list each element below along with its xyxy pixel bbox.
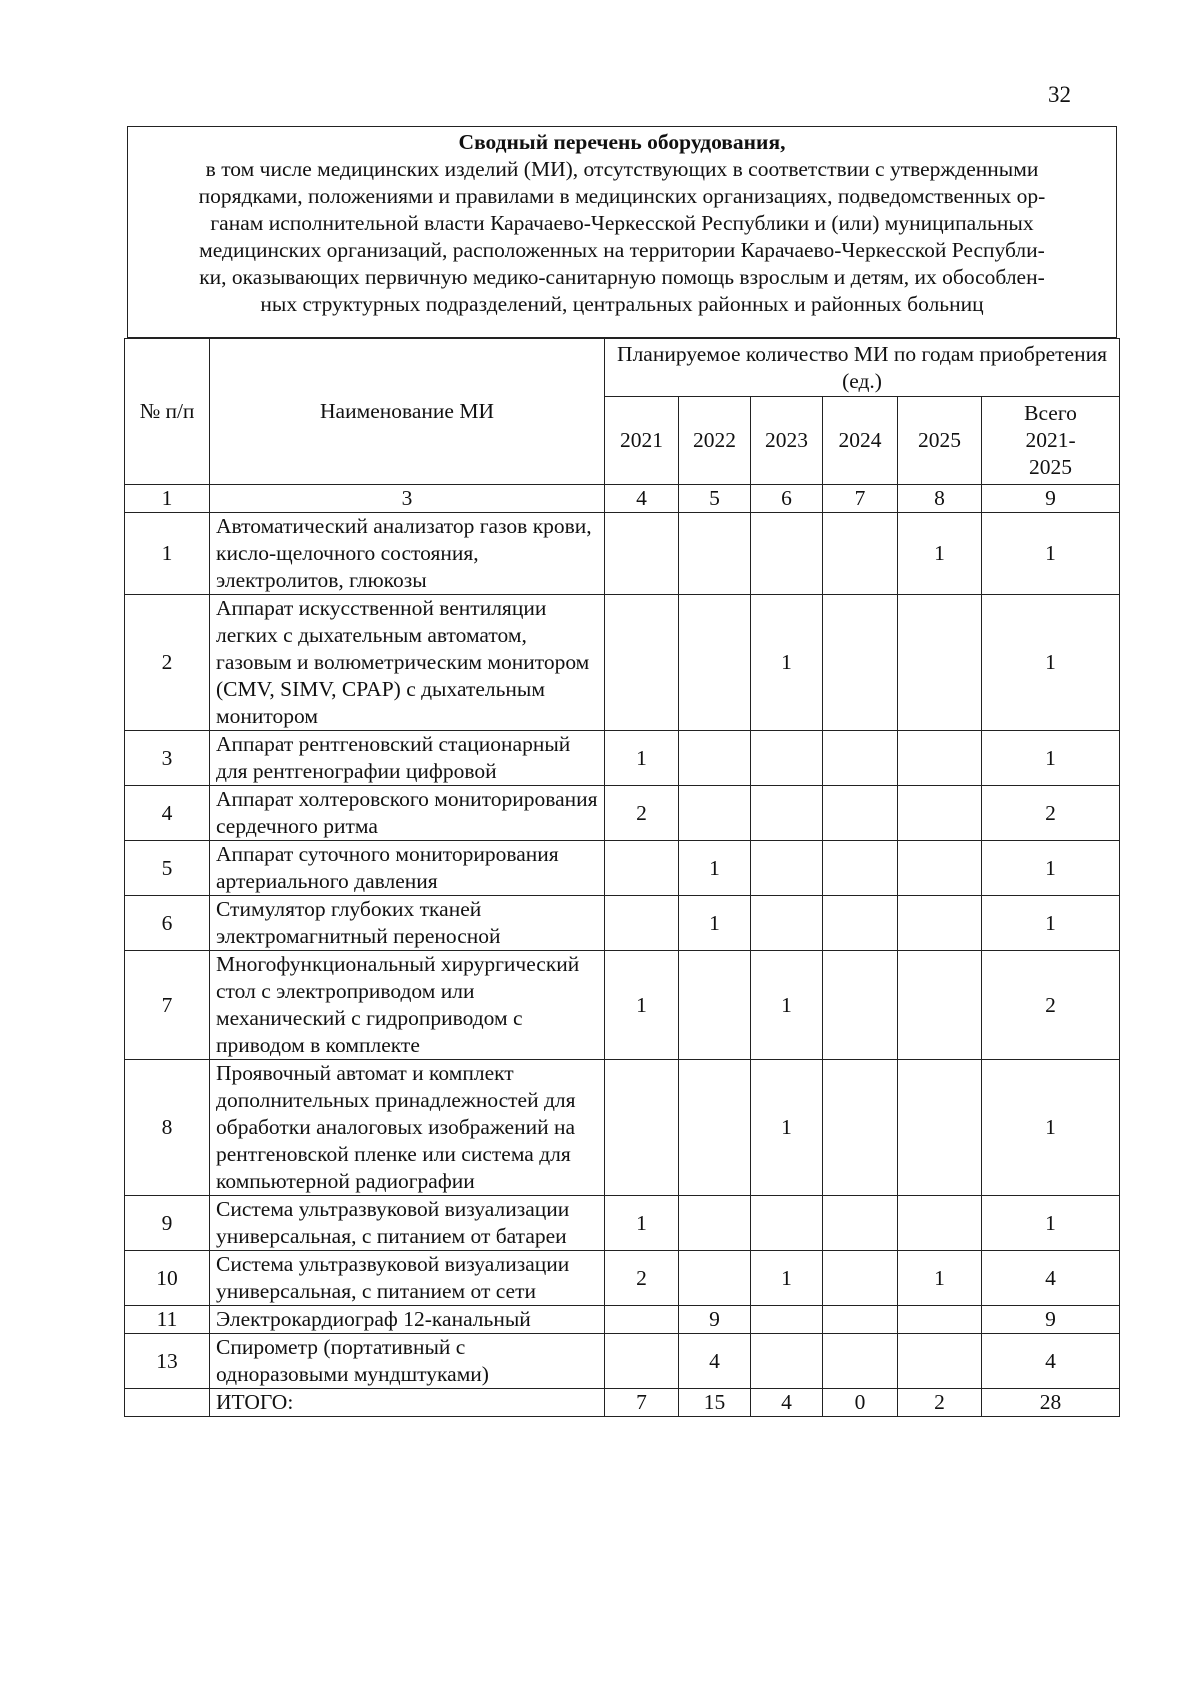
row-number: 2 <box>125 595 210 731</box>
heading-line: ки, оказывающих первичную медико-санитарную помощь взрослым и детям, их обособлен- <box>199 265 1045 289</box>
equipment-name: Стимулятор глубоких тканей электромагнитный переносной <box>210 896 605 951</box>
table-row <box>125 1060 1120 1196</box>
year-quantity <box>751 896 823 951</box>
row-number: 7 <box>125 951 210 1060</box>
equipment-name: Спирометр (портативный с одноразовыми мундштуками) <box>210 1334 605 1389</box>
page-number: 32 <box>1048 82 1071 107</box>
table-row <box>125 1251 1120 1306</box>
year-quantity: 1 <box>751 951 823 1060</box>
year-quantity: 9 <box>679 1306 751 1334</box>
row-number <box>125 1389 210 1417</box>
heading-line: в том числе медицинских изделий (МИ), отсутствующих в соответствии с утвержденными <box>205 157 1039 181</box>
column-header-year: 2025 <box>898 397 982 485</box>
year-total: 2 <box>898 1389 982 1417</box>
year-quantity <box>605 841 679 896</box>
row-total: 1 <box>982 841 1120 896</box>
year-quantity <box>679 1196 751 1251</box>
year-quantity <box>751 1306 823 1334</box>
column-number: 7 <box>823 485 898 513</box>
total-header-line: 2025 <box>1029 455 1073 479</box>
row-total: 1 <box>982 513 1120 595</box>
year-quantity <box>898 786 982 841</box>
year-quantity: 1 <box>605 951 679 1060</box>
equipment-name: Автоматический анализатор газов крови, кисло-щелочного состояния, электролитов, глюкозы <box>210 513 605 595</box>
equipment-name: Многофункциональный хирургический стол с электроприводом или механический с гидроприводом с приводом в комплекте <box>210 951 605 1060</box>
year-quantity <box>605 1060 679 1196</box>
document-heading <box>127 126 1117 338</box>
total-header-line: 2021- <box>1025 428 1076 452</box>
year-quantity <box>679 513 751 595</box>
year-quantity: 1 <box>605 1196 679 1251</box>
row-total: 4 <box>982 1251 1120 1306</box>
row-number: 3 <box>125 731 210 786</box>
column-header-year: 2023 <box>751 397 823 485</box>
row-number: 1 <box>125 513 210 595</box>
equipment-name: Аппарат рентгеновский стационарный для рентгенографии цифровой <box>210 731 605 786</box>
year-quantity <box>823 1334 898 1389</box>
column-number: 5 <box>679 485 751 513</box>
year-quantity: 2 <box>605 1251 679 1306</box>
year-quantity: 1 <box>605 731 679 786</box>
row-total: 1 <box>982 595 1120 731</box>
year-quantity <box>679 595 751 731</box>
year-quantity: 1 <box>751 595 823 731</box>
row-number: 11 <box>125 1306 210 1334</box>
equipment-table <box>124 338 1120 1417</box>
year-quantity <box>823 1251 898 1306</box>
year-quantity <box>605 896 679 951</box>
year-quantity <box>679 1251 751 1306</box>
total-label: ИТОГО: <box>210 1389 605 1417</box>
column-header-number: № п/п <box>125 339 210 485</box>
equipment-name: Электрокардиограф 12-канальный <box>210 1306 605 1334</box>
year-quantity: 1 <box>898 513 982 595</box>
row-number: 13 <box>125 1334 210 1389</box>
heading-line: ганам исполнительной власти Карачаево-Черкесской Республики и (или) муниципальных <box>210 211 1034 235</box>
column-header-name: Наименование МИ <box>210 339 605 485</box>
equipment-name: Проявочный автомат и комплект дополнительных принадлежностей для обработки аналоговых изображений на рентгеновской пленке или система для компьютерной радиографии <box>210 1060 605 1196</box>
equipment-name: Аппарат холтеровского мониторирования сердечного ритма <box>210 786 605 841</box>
equipment-name: Система ультразвуковой визуализации универсальная, с питанием от сети <box>210 1251 605 1306</box>
row-total: 1 <box>982 1196 1120 1251</box>
table-row <box>125 1306 1120 1334</box>
table-row <box>125 1196 1120 1251</box>
year-quantity <box>751 786 823 841</box>
row-total: 1 <box>982 896 1120 951</box>
column-header-planned: Планируемое количество МИ по годам приобретения (ед.) <box>605 339 1120 397</box>
year-quantity: 1 <box>679 896 751 951</box>
year-quantity <box>751 841 823 896</box>
year-quantity: 1 <box>751 1251 823 1306</box>
year-quantity <box>605 513 679 595</box>
column-header-year: 2024 <box>823 397 898 485</box>
year-quantity <box>679 786 751 841</box>
equipment-name: Аппарат искусственной вентиляции легких с дыхательным автоматом, газовым и волюметрическим монитором (CMV, SIMV, CPAP) с дыхательным монитором <box>210 595 605 731</box>
year-quantity <box>823 786 898 841</box>
year-quantity <box>823 731 898 786</box>
column-number: 9 <box>982 485 1120 513</box>
total-header-line: Всего <box>1024 401 1077 425</box>
column-header-total <box>982 397 1120 485</box>
year-quantity <box>823 896 898 951</box>
year-quantity <box>898 951 982 1060</box>
column-header-year: 2022 <box>679 397 751 485</box>
year-quantity <box>898 731 982 786</box>
year-quantity <box>898 595 982 731</box>
table-row <box>125 595 1120 731</box>
year-quantity: 4 <box>679 1334 751 1389</box>
equipment-name: Система ультразвуковой визуализации универсальная, с питанием от батареи <box>210 1196 605 1251</box>
year-quantity <box>823 513 898 595</box>
year-total: 0 <box>823 1389 898 1417</box>
year-quantity <box>751 1334 823 1389</box>
table-row <box>125 786 1120 841</box>
row-number: 4 <box>125 786 210 841</box>
equipment-name: Аппарат суточного мониторирования артериального давления <box>210 841 605 896</box>
year-quantity <box>898 896 982 951</box>
year-quantity <box>823 1060 898 1196</box>
heading-line: ных структурных подразделений, центральных районных и районных больниц <box>260 292 984 316</box>
year-quantity <box>823 1196 898 1251</box>
year-quantity <box>823 1306 898 1334</box>
table-row <box>125 951 1120 1060</box>
year-quantity <box>823 951 898 1060</box>
year-quantity: 1 <box>679 841 751 896</box>
year-quantity <box>605 1334 679 1389</box>
column-number: 3 <box>210 485 605 513</box>
year-quantity <box>605 1306 679 1334</box>
year-quantity <box>679 951 751 1060</box>
year-total: 4 <box>751 1389 823 1417</box>
year-quantity <box>898 1306 982 1334</box>
column-number: 8 <box>898 485 982 513</box>
table-row <box>125 896 1120 951</box>
row-total: 2 <box>982 951 1120 1060</box>
row-total: 1 <box>982 731 1120 786</box>
column-number: 1 <box>125 485 210 513</box>
table-row <box>125 513 1120 595</box>
heading-title: Сводный перечень оборудования, <box>458 130 786 154</box>
row-total: 2 <box>982 786 1120 841</box>
column-number-row <box>125 485 1120 513</box>
year-quantity: 2 <box>605 786 679 841</box>
year-total: 7 <box>605 1389 679 1417</box>
year-quantity <box>679 731 751 786</box>
table-row <box>125 1334 1120 1389</box>
year-quantity: 1 <box>898 1251 982 1306</box>
row-number: 6 <box>125 896 210 951</box>
column-header-year: 2021 <box>605 397 679 485</box>
year-quantity: 1 <box>751 1060 823 1196</box>
year-quantity <box>751 1196 823 1251</box>
year-quantity <box>823 595 898 731</box>
row-number: 5 <box>125 841 210 896</box>
year-quantity <box>751 731 823 786</box>
table-row <box>125 731 1120 786</box>
year-quantity <box>605 595 679 731</box>
year-total: 15 <box>679 1389 751 1417</box>
row-number: 9 <box>125 1196 210 1251</box>
row-total: 1 <box>982 1060 1120 1196</box>
column-number: 6 <box>751 485 823 513</box>
year-quantity <box>898 841 982 896</box>
row-number: 8 <box>125 1060 210 1196</box>
year-quantity <box>898 1060 982 1196</box>
row-total: 9 <box>982 1306 1120 1334</box>
heading-line: порядками, положениями и правилами в медицинских организациях, подведомственных ор- <box>198 184 1046 208</box>
row-number: 10 <box>125 1251 210 1306</box>
year-quantity <box>751 513 823 595</box>
total-row <box>125 1389 1120 1417</box>
year-quantity <box>679 1060 751 1196</box>
year-quantity <box>823 841 898 896</box>
column-number: 4 <box>605 485 679 513</box>
year-quantity <box>898 1196 982 1251</box>
grand-total: 28 <box>982 1389 1120 1417</box>
row-total: 4 <box>982 1334 1120 1389</box>
table-row <box>125 841 1120 896</box>
heading-line: медицинских организаций, расположенных на территории Карачаево-Черкесской Республи- <box>199 238 1045 262</box>
year-quantity <box>898 1334 982 1389</box>
